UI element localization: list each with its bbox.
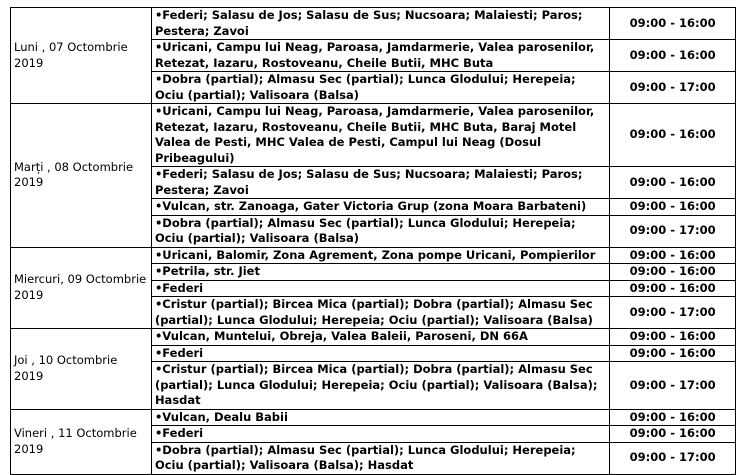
time-interval: 09:00 - 16:00 (610, 280, 736, 297)
area-list: •Federi; Salasu de Jos; Salasu de Sus; Nucsoara; Malaiesti; Paros; Pestera; Zavoi (151, 8, 609, 40)
time-interval: 09:00 - 16:00 (610, 345, 736, 362)
time-interval: 09:00 - 16:00 (610, 167, 736, 199)
day-label: Joi , 10 Octombrie 2019 (11, 329, 152, 410)
area-list: •Uricani, Campu lui Neag, Paroasa, Jamdarmerie, Valea parosenilor, Retezat, Iazaru, Rostoveanu, Cheile Butii, MHC Buta, Baraj Motel Valea de Pesti, MHC Valea de Pesti, Campul lui Neag (Dosul Pribeagului) (151, 104, 609, 167)
area-list: •Vulcan, str. Zanoaga, Gater Victoria Grup (zona Moara Barbateni) (151, 199, 609, 216)
table-row (11, 409, 736, 426)
area-list: •Cristur (partial); Bircea Mica (partial); Dobra (partial); Almasu Sec (partial); Lunca Glodului; Herepeia; Ociu (partial); Valisoara (Balsa) (151, 297, 609, 329)
time-interval: 09:00 - 17:00 (610, 362, 736, 410)
area-list: •Dobra (partial); Almasu Sec (partial); Lunca Glodului; Herepeia; Ociu (partial); Valisoara (Balsa) (151, 215, 609, 247)
time-interval: 09:00 - 16:00 (610, 104, 736, 167)
time-interval: 09:00 - 17:00 (610, 442, 736, 474)
time-interval: 09:00 - 16:00 (610, 426, 736, 443)
day-label: Luni , 07 Octombrie 2019 (11, 8, 152, 104)
table-row (11, 329, 736, 346)
time-interval: 09:00 - 16:00 (610, 40, 736, 72)
time-interval: 09:00 - 16:00 (610, 264, 736, 281)
table-row (11, 104, 736, 167)
area-list: •Uricani, Campu lui Neag, Paroasa, Jamdarmerie, Valea parosenilor, Retezat, Iazaru, Rostoveanu, Cheile Butii, MHC Buta (151, 40, 609, 72)
area-list: •Federi (151, 426, 609, 443)
time-interval: 09:00 - 16:00 (610, 329, 736, 346)
area-list: •Federi (151, 345, 609, 362)
area-list: •Uricani, Balomir, Zona Agrement, Zona pompe Uricani, Pompierilor (151, 247, 609, 264)
day-label: Miercuri, 09 Octombrie 2019 (11, 247, 152, 329)
area-list: •Dobra (partial); Almasu Sec (partial); Lunca Glodului; Herepeia; Ociu (partial); Valisoara (Balsa) (151, 72, 609, 104)
table-row (11, 8, 736, 40)
time-interval: 09:00 - 16:00 (610, 8, 736, 40)
area-list: •Federi; Salasu de Jos; Salasu de Sus; Nucsoara; Malaiesti; Paros; Pestera; Zavoi (151, 167, 609, 199)
time-interval: 09:00 - 17:00 (610, 215, 736, 247)
area-list: •Vulcan, Muntelui, Obreja, Valea Baleii, Paroseni, DN 66A (151, 329, 609, 346)
table-row (11, 247, 736, 264)
area-list: •Cristur (partial); Bircea Mica (partial); Dobra (partial); Almasu Sec (partial); Lunca Glodului; Herepeia; Ociu (partial); Valisoara (Balsa); Hasdat (151, 362, 609, 410)
outage-schedule-table (10, 7, 736, 475)
time-interval: 09:00 - 16:00 (610, 409, 736, 426)
day-label: Vineri , 11 Octombrie 2019 (11, 409, 152, 474)
time-interval: 09:00 - 16:00 (610, 247, 736, 264)
time-interval: 09:00 - 16:00 (610, 199, 736, 216)
day-label: Marți , 08 Octombrie 2019 (11, 104, 152, 248)
area-list: •Federi (151, 280, 609, 297)
area-list: •Petrila, str. Jiet (151, 264, 609, 281)
time-interval: 09:00 - 17:00 (610, 297, 736, 329)
time-interval: 09:00 - 17:00 (610, 72, 736, 104)
area-list: •Vulcan, Dealu Babii (151, 409, 609, 426)
area-list: •Dobra (partial); Almasu Sec (partial); Lunca Glodului; Herepeia; Ociu (partial); Valisoara (Balsa); Hasdat (151, 442, 609, 474)
